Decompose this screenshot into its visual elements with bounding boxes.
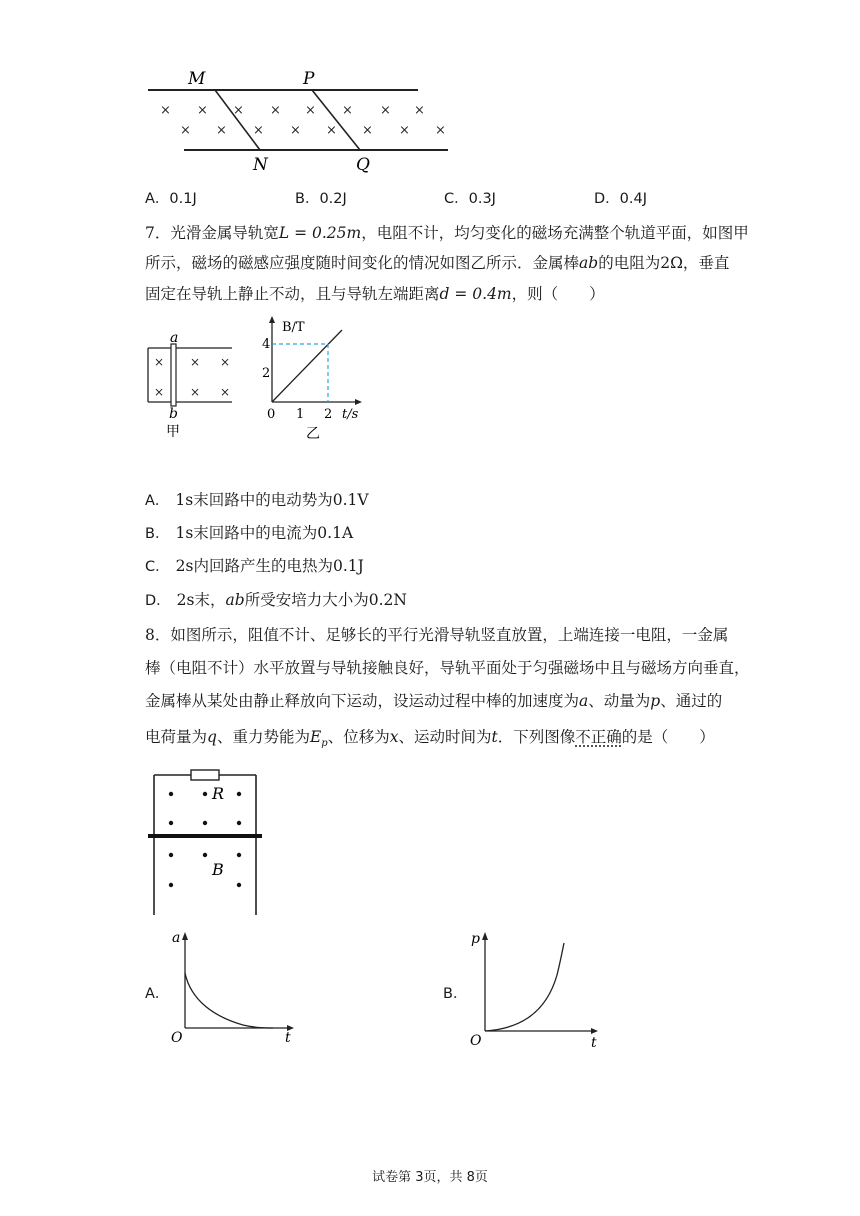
graph-a-ylabel: a (172, 930, 181, 946)
yi-xlabel: t/s (342, 407, 359, 422)
q8-line-1: 8．如图所示，阻值不计、足够长的平行光滑导轨竖直放置，上端连接一电阻，一金属 (145, 626, 729, 644)
svg-text:×: × (290, 123, 301, 138)
not-correct-emphasis: 不正确 (575, 728, 622, 746)
q7-option-c: C． 2s内回路产生的电热为0.1J (145, 557, 364, 575)
yi-xtick-1: 1 (296, 407, 305, 422)
label-N: N (253, 155, 268, 175)
svg-text:×: × (362, 123, 373, 138)
label-R: R (212, 784, 225, 803)
graph-b-label: B． (443, 986, 468, 1002)
q8-line-2: 棒（电阻不计）水平放置与导轨接触良好，导轨平面处于匀强磁场中且与磁场方向垂直， (145, 659, 750, 677)
q7-option-d: D． 2s末，ab所受安培力大小为0.2N (145, 591, 407, 609)
svg-text:×: × (270, 103, 281, 118)
graph-b-xlabel: t (591, 1035, 597, 1050)
q7-figure-yi (258, 314, 368, 444)
svg-text:×: × (399, 123, 410, 138)
label-P: P (303, 69, 315, 89)
graph-a-origin: O (171, 1030, 183, 1046)
q6-option-d: D．0.4J (594, 191, 648, 207)
q8-line-4: 电荷量为q、重力势能为$E_p$、位移为x、运动时间为t．下列图像不正确的是（ ） (145, 728, 715, 750)
q8-graph-a (165, 925, 305, 1050)
q7-figure-jia (140, 330, 250, 442)
graph-b-origin: O (470, 1033, 482, 1049)
q7-option-a: A． 1s末回路中的电动势为0.1V (145, 491, 369, 509)
label-Q: Q (356, 155, 370, 175)
svg-text:×: × (216, 123, 227, 138)
svg-text:×: × (414, 103, 425, 118)
label-M: M (188, 69, 206, 89)
q7-line-1: 7．光滑金属导轨宽L = 0.25m，电阻不计，均匀变化的磁场充满整个轨道平面，如图甲 (145, 224, 749, 242)
svg-text:×: × (220, 385, 231, 399)
q6-option-b: B．0.2J (295, 191, 347, 207)
label-b: b (169, 406, 178, 422)
q6-figure (140, 60, 460, 180)
label-B: B (212, 860, 224, 879)
svg-text:×: × (380, 103, 391, 118)
svg-text:×: × (197, 103, 208, 118)
yi-ylabel: B/T (282, 320, 305, 335)
yi-ytick-4: 4 (262, 337, 271, 352)
yi-ytick-2: 2 (262, 366, 271, 381)
q6-option-c: C．0.3J (444, 191, 496, 207)
yi-xtick-2: 2 (324, 407, 333, 422)
caption-jia: 甲 (166, 424, 180, 440)
svg-text:×: × (180, 123, 191, 138)
svg-text:×: × (154, 385, 165, 399)
svg-text:×: × (160, 103, 171, 118)
svg-text:×: × (342, 103, 353, 118)
graph-b-ylabel: p (471, 931, 480, 947)
svg-text:×: × (220, 355, 231, 369)
q7-line-2: 所示，磁场的磁感应强度随时间变化的情况如图乙所示．金属棒ab的电阻为2Ω，垂直 (145, 254, 730, 272)
caption-yi: 乙 (306, 426, 320, 442)
graph-a-label: A． (145, 986, 170, 1002)
yi-xtick-0: 0 (267, 407, 276, 422)
q8-line-3: 金属棒从某处由静止释放向下运动，设运动过程中棒的加速度为a、动量为p、通过的 (145, 692, 723, 710)
svg-text:×: × (253, 123, 264, 138)
q7-line-3: 固定在导轨上静止不动，且与导轨左端距离d = 0.4m，则（ ） (145, 285, 605, 303)
svg-text:×: × (154, 355, 165, 369)
q8-graph-b (465, 925, 605, 1050)
q7-option-b: B． 1s末回路中的电流为0.1A (145, 524, 354, 542)
svg-text:×: × (190, 385, 201, 399)
svg-text:×: × (190, 355, 201, 369)
q6-option-a: A．0.1J (145, 191, 197, 207)
graph-a-xlabel: t (285, 1030, 291, 1046)
svg-text:×: × (305, 103, 316, 118)
resistor (191, 770, 219, 780)
page-footer: 试卷第 3页，共 8页 (372, 1170, 488, 1185)
svg-text:×: × (233, 103, 244, 118)
svg-text:×: × (435, 123, 446, 138)
label-a: a (170, 330, 179, 346)
svg-text:×: × (326, 123, 337, 138)
q8-circuit-figure (140, 765, 270, 920)
